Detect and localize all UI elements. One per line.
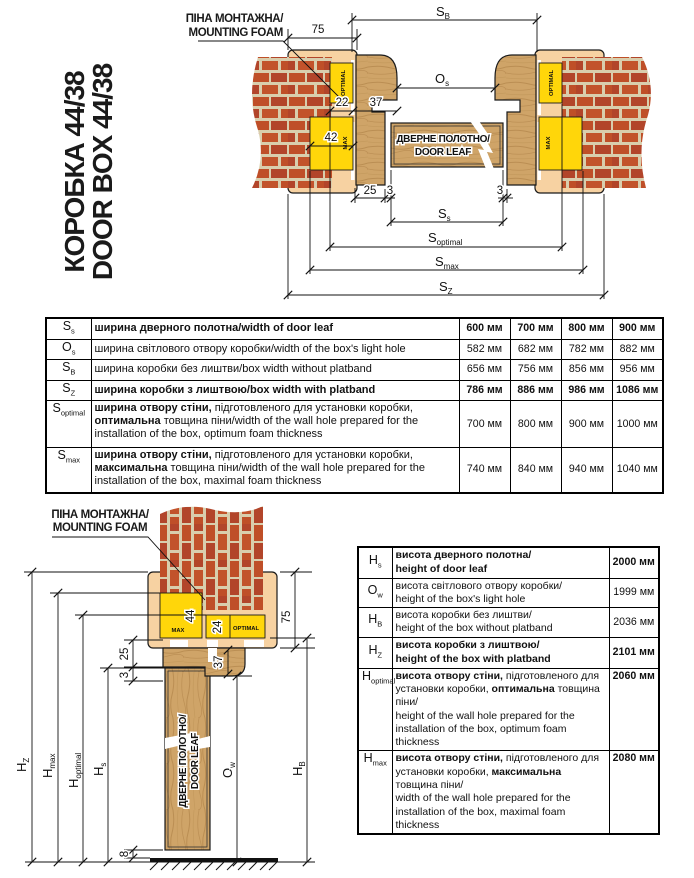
optimal-block-label: OPTIMAL (341, 69, 347, 97)
optimal-block-label: OPTIMAL (232, 626, 260, 632)
value-cell: 856 мм (561, 360, 612, 381)
dim-hz-label: $H_Z$ (14, 757, 31, 772)
max-block-label: MAX (546, 136, 552, 150)
value-cell: 740 мм (459, 448, 510, 493)
dim-75-label: 75 (281, 610, 293, 624)
desc-cell: висота коробки без лиштви/ height of the box without platband (392, 608, 609, 638)
door-leaf-label-line1: ДВЕРНЕ ПОЛОТНО/ (396, 134, 490, 145)
value-cell: 2060 мм (609, 668, 659, 751)
value-cell: 2101 мм (609, 637, 659, 668)
optimal-block-label: OPTIMAL (549, 69, 555, 97)
desc-cell: ширина коробки без лиштви/box width without platband (91, 360, 459, 381)
dim-smax-label: $S_{max}$ (435, 254, 459, 271)
dim-ow-label: $O_w$ (220, 762, 237, 778)
table-row (358, 608, 659, 638)
table-row (46, 360, 663, 381)
desc-cell: ширина коробки з лиштвою/box width with platband (91, 380, 459, 401)
dim-25-label: 25 (119, 647, 131, 661)
dim-sz-label: $S_Z$ (439, 279, 453, 296)
value-cell: 882 мм (612, 339, 663, 360)
table-row (46, 380, 663, 401)
page-title (59, 63, 118, 280)
value-cell: 582 мм (459, 339, 510, 360)
width-section-diagram (0, 0, 694, 312)
value-cell: 1086 мм (612, 380, 663, 401)
value-cell: 886 мм (510, 380, 561, 401)
dim-hs-label: $H_s$ (91, 762, 108, 776)
dim-25-label: 25 (363, 185, 377, 197)
desc-cell: висота коробки з лиштвою/ height of the box with platband (392, 637, 609, 668)
floor-line (150, 858, 278, 862)
value-cell: 1000 мм (612, 401, 663, 448)
table-row (358, 547, 659, 578)
dim-soptimal-label: $S_{optimal}$ (428, 230, 463, 247)
value-cell: 756 мм (510, 360, 561, 381)
value-cell: 782 мм (561, 339, 612, 360)
door-leaf-label-line2: DOOR LEAF (414, 147, 472, 158)
value-cell: 800 мм (510, 401, 561, 448)
symbol-cell: $S_Z$ (46, 380, 91, 401)
symbol-cell: $H_{optimal}$ (358, 668, 392, 751)
value-cell: 600 мм (459, 318, 510, 339)
symbol-cell: $S_{optimal}$ (46, 401, 91, 448)
foam-callout-line2: MOUNTING FOAM (52, 522, 148, 534)
dim-hoptimal-label: $H_{optimal}$ (66, 752, 83, 788)
platband-groove (207, 640, 218, 647)
dim-42-label: 42 (324, 132, 338, 144)
foam-callout-line2: MOUNTING FOAM (188, 27, 283, 39)
desc-cell: ширина світлового отвору коробки/width of the box's light hole (91, 339, 459, 360)
table-row (46, 339, 663, 360)
table-row (358, 668, 659, 751)
dim-44-label: 44 (185, 609, 197, 623)
desc-cell: висота світлового отвору коробки/ height of the box's light hole (392, 578, 609, 608)
value-cell: 682 мм (510, 339, 561, 360)
table-row (46, 448, 663, 493)
door-leaf-label-line2: DOOR LEAF (190, 732, 201, 790)
symbol-cell: $O_w$ (358, 578, 392, 608)
value-cell: 900 мм (612, 318, 663, 339)
value-cell: 700 мм (510, 318, 561, 339)
value-cell: 2000 мм (609, 547, 659, 578)
table-row (358, 637, 659, 668)
value-cell: 956 мм (612, 360, 663, 381)
dim-3-left-label: 3 (386, 185, 394, 197)
value-cell: 900 мм (561, 401, 612, 448)
foam-callout-line1: ПІНА МОНТАЖНА/ (51, 509, 149, 521)
symbol-cell: $H_s$ (358, 547, 392, 578)
value-cell: 786 мм (459, 380, 510, 401)
table-row (46, 401, 663, 448)
dim-3-right-label: 3 (496, 185, 504, 197)
value-cell: 940 мм (561, 448, 612, 493)
desc-cell: ширина отвору стіни, підготовленого для установки коробки, оптимальна товщина піни/width of the wall hole prepared for the installation of the box, optimum foam thickness (91, 401, 459, 448)
height-section-diagram (0, 488, 355, 878)
dim-8-label: 8 (119, 850, 131, 858)
desc-cell: висота отвору стіни, підготовленого для установки коробки, оптимальна товщина піни/ height of the wall hole prepared for the installation of the box, optimum foam thickness (392, 668, 609, 751)
value-cell: 800 мм (561, 318, 612, 339)
dim-37-label: 37 (213, 655, 225, 669)
dim-22-label: 22 (335, 97, 349, 109)
dim-75-label: 75 (311, 24, 325, 36)
value-cell: 2080 мм (609, 751, 659, 834)
foam-callout-line1: ПІНА МОНТАЖНА/ (185, 13, 283, 25)
value-cell: 986 мм (561, 380, 612, 401)
dim-hb-label: $H_B$ (290, 761, 307, 776)
symbol-cell: $H_B$ (358, 608, 392, 638)
symbol-cell: $O_s$ (46, 339, 91, 360)
value-cell: 840 мм (510, 448, 561, 493)
dim-ss-label: $S_s$ (438, 206, 451, 223)
symbol-cell: $S_B$ (46, 360, 91, 381)
symbol-cell: $S_{max}$ (46, 448, 91, 493)
value-cell: 1040 мм (612, 448, 663, 493)
dim-24-label: 24 (212, 620, 224, 634)
height-table (357, 546, 660, 835)
value-cell: 656 мм (459, 360, 510, 381)
dim-37-label: 37 (369, 97, 383, 109)
value-cell: 2036 мм (609, 608, 659, 638)
dim-hmax-label: $H_{max}$ (40, 753, 57, 778)
symbol-cell: $S_s$ (46, 318, 91, 339)
desc-cell: висота отвору стіни, підготовленого для установки коробки, максимальна товщина піни/ width of the wall hole prepared for the installation of the box, maximal foam thickness (392, 751, 609, 834)
symbol-cell: $H_{max}$ (358, 751, 392, 834)
table-row (46, 318, 663, 339)
platband-groove (170, 640, 188, 647)
door-leaf-label-line1: ДВЕРНЕ ПОЛОТНО/ (178, 714, 189, 808)
desc-cell: ширина отвору стіни, підготовленого для установки коробки, максимальна товщина піни/width of the wall hole prepared for the installation of the box, maximal foam thickness (91, 448, 459, 493)
dim-sb-label: $S_B$ (436, 4, 451, 21)
max-block-label: MAX (171, 628, 185, 634)
floor-hatching (150, 862, 277, 870)
value-cell: 700 мм (459, 401, 510, 448)
desc-cell: ширина дверного полотна/width of door leaf (91, 318, 459, 339)
dim-os-label: $O_s$ (435, 71, 450, 88)
width-table (45, 317, 664, 494)
symbol-cell: $H_Z$ (358, 637, 392, 668)
table-row (358, 751, 659, 834)
page-title-line1: КОРОБКА 44/38 (59, 71, 90, 273)
desc-cell: висота дверного полотна/ height of door leaf (392, 547, 609, 578)
dim-3-label: 3 (119, 671, 131, 679)
platband-groove (244, 640, 264, 647)
value-cell: 1999 мм (609, 578, 659, 608)
max-block-label: MAX (343, 136, 349, 150)
page-title-line2: DOOR BOX 44/38 (87, 63, 118, 281)
table-row (358, 578, 659, 608)
